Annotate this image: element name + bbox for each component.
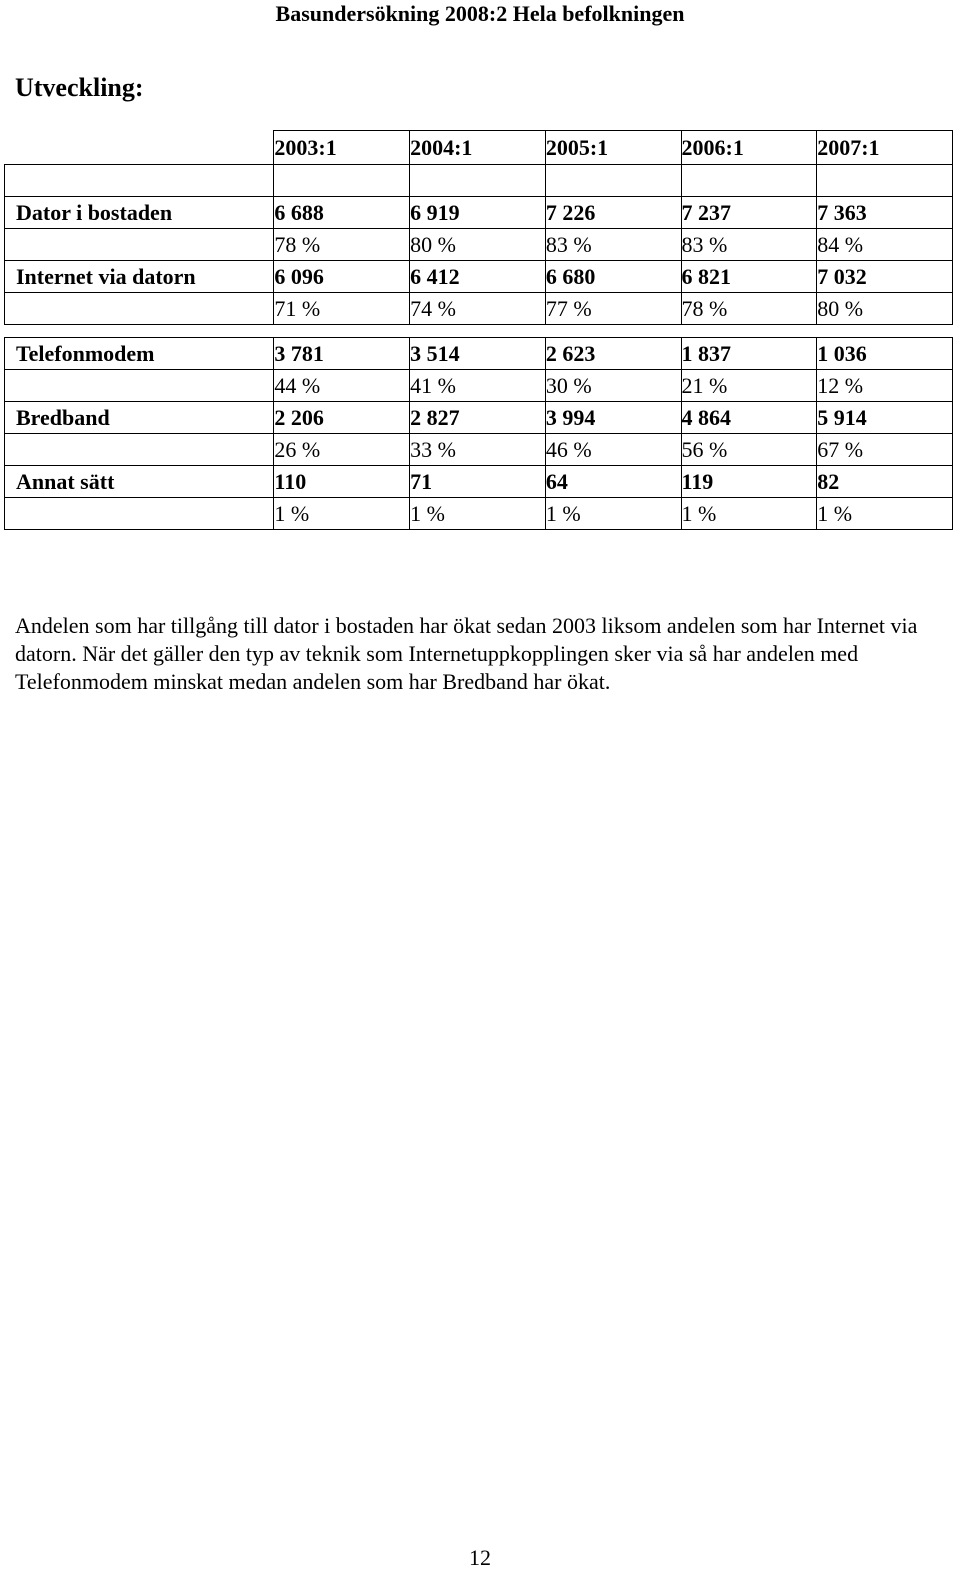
row-value: 2 623 bbox=[545, 338, 681, 370]
spacer-cell bbox=[410, 165, 546, 197]
row-value: 71 bbox=[410, 466, 546, 498]
row-value: 3 781 bbox=[274, 338, 410, 370]
table-row bbox=[5, 229, 953, 261]
table-header-row bbox=[5, 131, 953, 165]
row-label: Internet via datorn bbox=[5, 261, 274, 293]
page-number: 12 bbox=[469, 1545, 491, 1570]
column-header-2005: 2005:1 bbox=[545, 131, 681, 165]
row-value: 7 237 bbox=[681, 197, 817, 229]
row-value: 6 096 bbox=[274, 261, 410, 293]
row-label: Annat sätt bbox=[5, 466, 274, 498]
row-value: 6 680 bbox=[545, 261, 681, 293]
spacer-cell bbox=[545, 165, 681, 197]
row-value: 6 919 bbox=[410, 197, 546, 229]
row-percent: 41 % bbox=[410, 370, 546, 402]
row-percent: 56 % bbox=[681, 434, 817, 466]
row-label-empty bbox=[5, 293, 274, 325]
row-label: Dator i bostaden bbox=[5, 197, 274, 229]
row-percent: 80 % bbox=[817, 293, 953, 325]
row-percent: 71 % bbox=[274, 293, 410, 325]
column-header-2003: 2003:1 bbox=[274, 131, 410, 165]
table-row bbox=[5, 466, 953, 498]
row-value: 5 914 bbox=[817, 402, 953, 434]
header-corner-cell bbox=[5, 131, 274, 165]
row-percent: 83 % bbox=[545, 229, 681, 261]
table-row bbox=[5, 261, 953, 293]
table-group-gap bbox=[5, 325, 953, 338]
row-value: 64 bbox=[545, 466, 681, 498]
column-header-2006: 2006:1 bbox=[681, 131, 817, 165]
table-row bbox=[5, 197, 953, 229]
row-percent: 1 % bbox=[545, 498, 681, 530]
row-percent: 67 % bbox=[817, 434, 953, 466]
row-percent: 74 % bbox=[410, 293, 546, 325]
row-percent: 77 % bbox=[545, 293, 681, 325]
row-label-empty bbox=[5, 498, 274, 530]
row-percent: 26 % bbox=[274, 434, 410, 466]
table-spacer-row bbox=[5, 165, 953, 197]
row-percent: 44 % bbox=[274, 370, 410, 402]
row-value: 3 994 bbox=[545, 402, 681, 434]
row-percent: 80 % bbox=[410, 229, 546, 261]
row-value: 119 bbox=[681, 466, 817, 498]
row-percent: 30 % bbox=[545, 370, 681, 402]
row-value: 4 864 bbox=[681, 402, 817, 434]
row-percent: 1 % bbox=[274, 498, 410, 530]
row-value: 1 036 bbox=[817, 338, 953, 370]
row-label: Bredband bbox=[5, 402, 274, 434]
table-row bbox=[5, 370, 953, 402]
row-percent: 21 % bbox=[681, 370, 817, 402]
row-value: 6 412 bbox=[410, 261, 546, 293]
row-value: 3 514 bbox=[410, 338, 546, 370]
row-percent: 83 % bbox=[681, 229, 817, 261]
spacer-cell bbox=[5, 165, 274, 197]
row-label-empty bbox=[5, 229, 274, 261]
summary-paragraph: Andelen som har tillgång till dator i bostaden har ökat sedan 2003 liksom andelen som har Internet via datorn. När det gäller den typ av teknik som Internetuppkopplingen sker via så har andelen med Telefonmodem minskat medan andelen som har Bredband har ökat. bbox=[15, 613, 918, 694]
row-value: 110 bbox=[274, 466, 410, 498]
spacer-cell bbox=[681, 165, 817, 197]
section-title: Utveckling: bbox=[15, 73, 144, 102]
row-value: 6 688 bbox=[274, 197, 410, 229]
row-value: 6 821 bbox=[681, 261, 817, 293]
row-percent: 12 % bbox=[817, 370, 953, 402]
row-value: 7 032 bbox=[817, 261, 953, 293]
row-label: Telefonmodem bbox=[5, 338, 274, 370]
row-value: 82 bbox=[817, 466, 953, 498]
row-percent: 1 % bbox=[410, 498, 546, 530]
row-percent: 1 % bbox=[681, 498, 817, 530]
row-percent: 1 % bbox=[817, 498, 953, 530]
gap-cell bbox=[5, 325, 953, 338]
row-label-empty bbox=[5, 434, 274, 466]
spacer-cell bbox=[817, 165, 953, 197]
row-percent: 84 % bbox=[817, 229, 953, 261]
table-row bbox=[5, 293, 953, 325]
row-value: 2 206 bbox=[274, 402, 410, 434]
column-header-2007: 2007:1 bbox=[817, 131, 953, 165]
row-value: 7 363 bbox=[817, 197, 953, 229]
table-row bbox=[5, 498, 953, 530]
spacer-cell bbox=[274, 165, 410, 197]
row-percent: 78 % bbox=[681, 293, 817, 325]
row-percent: 46 % bbox=[545, 434, 681, 466]
row-value: 1 837 bbox=[681, 338, 817, 370]
row-percent: 78 % bbox=[274, 229, 410, 261]
row-label-empty bbox=[5, 370, 274, 402]
table-row bbox=[5, 338, 953, 370]
development-table bbox=[4, 130, 953, 530]
column-header-2004: 2004:1 bbox=[410, 131, 546, 165]
row-value: 7 226 bbox=[545, 197, 681, 229]
row-percent: 33 % bbox=[410, 434, 546, 466]
row-value: 2 827 bbox=[410, 402, 546, 434]
table-row bbox=[5, 402, 953, 434]
document-header: Basundersökning 2008:2 Hela befolkningen bbox=[275, 1, 685, 26]
table-row bbox=[5, 434, 953, 466]
